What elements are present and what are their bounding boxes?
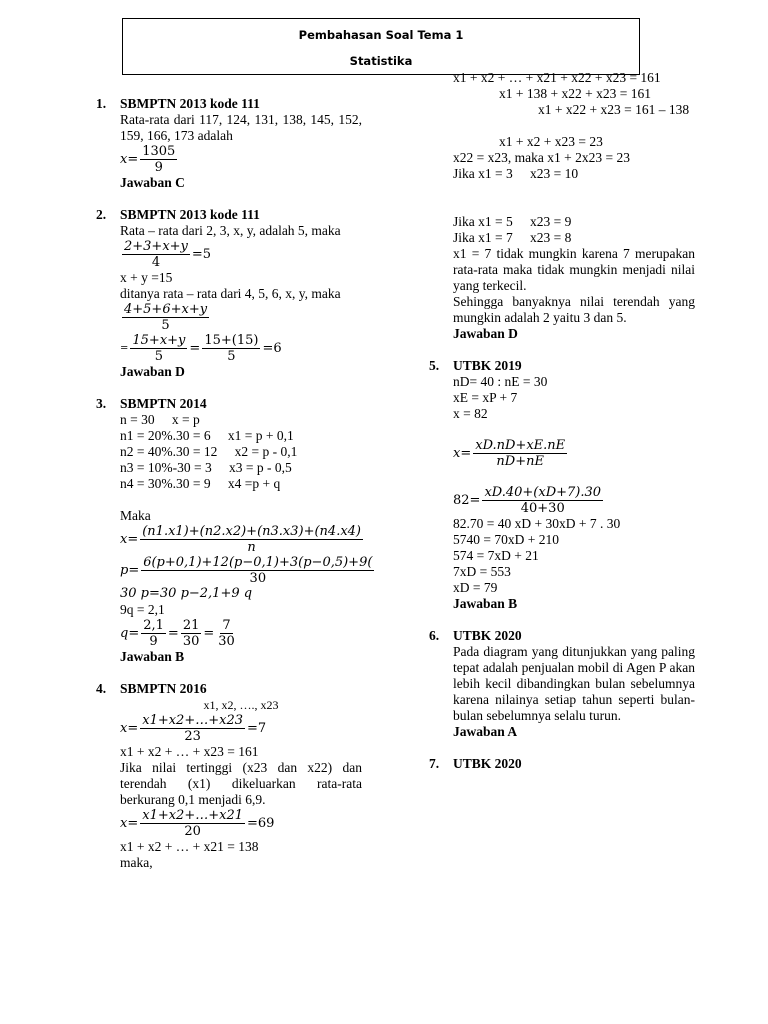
text-line: Maka bbox=[120, 508, 151, 523]
formula: x= $\frac{x1+x2+\dots+x23}{23}$ =7 bbox=[120, 713, 267, 744]
text-line: maka, bbox=[120, 855, 153, 870]
question-5 bbox=[429, 358, 695, 612]
question-number: 7. bbox=[429, 756, 440, 771]
text-line: n2 = 40%.30 = 12   x2 = p - 0,1 bbox=[120, 444, 298, 459]
text-line: x = 82 bbox=[453, 406, 488, 421]
text-paragraph: Sehingga banyaknya nilai terendah yang mungkin adalah 2 yaitu 3 dan 5. bbox=[453, 294, 695, 325]
question-number: 2. bbox=[96, 207, 107, 222]
question-number: 4. bbox=[96, 681, 107, 696]
question-3 bbox=[96, 396, 373, 665]
text-paragraph: x1 = 7 tidak mungkin karena 7 merupakan rata-rata maka tidak mungkin menjadi nilai yang terkecil. bbox=[453, 246, 695, 293]
question-4 bbox=[96, 681, 362, 871]
formula: x= $\frac{(n1.x1)+(n2.x2)+(n3.x3)+(n4.x4)}{n}$ bbox=[120, 524, 361, 555]
text-line: 9q = 2,1 bbox=[120, 602, 165, 617]
answer: Jawaban B bbox=[453, 596, 518, 611]
answer: Jawaban B bbox=[120, 649, 185, 664]
question-text: ditanya rata – rata dari 4, 5, 6, x, y, maka bbox=[120, 286, 341, 301]
question-text: Jika nilai tertinggi (x23 dan x22) dan terendah (x1) dikeluarkan rata-rata berkurang 0,1 menjadi 6,9. bbox=[120, 760, 362, 807]
left-column bbox=[96, 96, 373, 871]
formula: x= $\frac{x1+x2+\dots+x21}{20}$ =69 bbox=[120, 808, 275, 839]
text-line: x1 + x2 + … + x23 = 161 bbox=[120, 744, 259, 759]
question-7 bbox=[429, 756, 695, 772]
question-2 bbox=[96, 207, 362, 380]
question-title: UTBK 2020 bbox=[453, 756, 522, 771]
formula: $\frac{2+3+x+y}{4}$ =5 bbox=[124, 239, 212, 270]
text-line: x1 + x2 + … + x21 + x22 + x23 = 161 bbox=[453, 70, 661, 85]
text-line: n1 = 20%.30 = 6   x1 = p + 0,1 bbox=[120, 428, 294, 443]
text-line: x + y =15 bbox=[120, 270, 173, 285]
text-line: x1, x2, …., x23 bbox=[203, 698, 279, 712]
text-line: x1 + x2 + … + x21 = 138 bbox=[120, 839, 259, 854]
formula: 30 p=30 p−2,1+9 q bbox=[120, 586, 253, 601]
header-title: Pembahasan Soal Tema 1 bbox=[298, 28, 464, 42]
question-title: UTBK 2020 bbox=[453, 628, 522, 643]
answer: Jawaban C bbox=[120, 175, 185, 190]
page-header bbox=[122, 18, 640, 75]
formula: q= $\frac{2,1}{9}$ = $\frac{21}{30}$ = $\frac{7}{30}$ bbox=[120, 618, 235, 649]
question-text: Rata – rata dari 2, 3, x, y, adalah 5, maka bbox=[120, 223, 341, 238]
header-subtitle: Statistika bbox=[349, 54, 413, 68]
formula: x= $\frac{1305}{9}$ bbox=[120, 144, 176, 175]
text-line: xE = xP + 7 bbox=[453, 390, 518, 405]
question-text: Rata-rata dari 117, 124, 131, 138, 145, 152, 159, 166, 173 adalah bbox=[120, 112, 362, 143]
question-1 bbox=[96, 96, 362, 191]
text-line: n3 = 10%-30 = 3   x3 = p - 0,5 bbox=[120, 460, 292, 475]
text-line: n4 = 30%.30 = 9   x4 =p + q bbox=[120, 476, 281, 491]
text-line: x1 + 138 + x22 + x23 = 161 bbox=[499, 86, 651, 101]
text-line: x22 = x23, maka x1 + 2x23 = 23 bbox=[453, 150, 630, 165]
formula: 82= $\frac{xD.40+(xD+7).30}{40+30}$ bbox=[453, 485, 602, 516]
text-line: nD= 40 : nE = 30 bbox=[453, 374, 548, 389]
question-text: Pada diagram yang ditunjukkan yang paling tepat adalah penjualan mobil di Agen P akan lebih kecil dibandingkan bulan sebelumnya karena nilainya setiap tahun seperti bulan-bulan sebelumnya selalu turun. bbox=[453, 644, 695, 723]
text-line: 574 = 7xD + 21 bbox=[453, 548, 539, 563]
text-line: n = 30   x = p bbox=[120, 412, 200, 427]
text-line: 5740 = 70xD + 210 bbox=[453, 532, 559, 547]
formula: x= $\frac{xD.nD+xE.nE}{nD+nE}$ bbox=[453, 438, 566, 469]
question-title: SBMPTN 2016 bbox=[120, 681, 207, 696]
question-title: UTBK 2019 bbox=[453, 358, 522, 373]
formula: p= $\frac{6(p+0,1)+12(p-0,1)+3(p-0,5)+9(}{30}$ bbox=[120, 555, 373, 586]
text-line: Jika x1 = 5   x23 = 9 bbox=[453, 214, 572, 229]
text-line: Jika x1 = 3   x23 = 10 bbox=[453, 166, 579, 181]
text-line: x1 + x2 + x23 = 23 bbox=[499, 134, 603, 149]
text-line: 82.70 = 40 xD + 30xD + 7 . 30 bbox=[453, 516, 621, 531]
formula: = $\frac{15+x+y}{5}$ = $\frac{15+(15)}{5}$ =6 bbox=[120, 333, 282, 364]
text-line: 7xD = 553 bbox=[453, 564, 511, 579]
question-number: 6. bbox=[429, 628, 440, 643]
answer: Jawaban A bbox=[453, 724, 518, 739]
question-title: SBMPTN 2013 kode 111 bbox=[120, 207, 260, 222]
question-title: SBMPTN 2014 bbox=[120, 396, 207, 411]
answer: Jawaban D bbox=[120, 364, 185, 379]
question-title: SBMPTN 2013 kode 111 bbox=[120, 96, 260, 111]
text-line: x1 + x22 + x23 = 161 – 138 bbox=[538, 102, 690, 117]
question-number: 3. bbox=[96, 396, 107, 411]
formula: $\frac{4+5+6+x+y}{5}$ bbox=[124, 302, 208, 333]
question-number: 5. bbox=[429, 358, 440, 373]
right-column bbox=[429, 70, 695, 772]
question-number: 1. bbox=[96, 96, 107, 111]
answer: Jawaban D bbox=[453, 326, 518, 341]
text-line: Jika x1 = 7   x23 = 8 bbox=[453, 230, 572, 245]
question-6 bbox=[429, 628, 695, 740]
text-line: xD = 79 bbox=[453, 580, 498, 595]
